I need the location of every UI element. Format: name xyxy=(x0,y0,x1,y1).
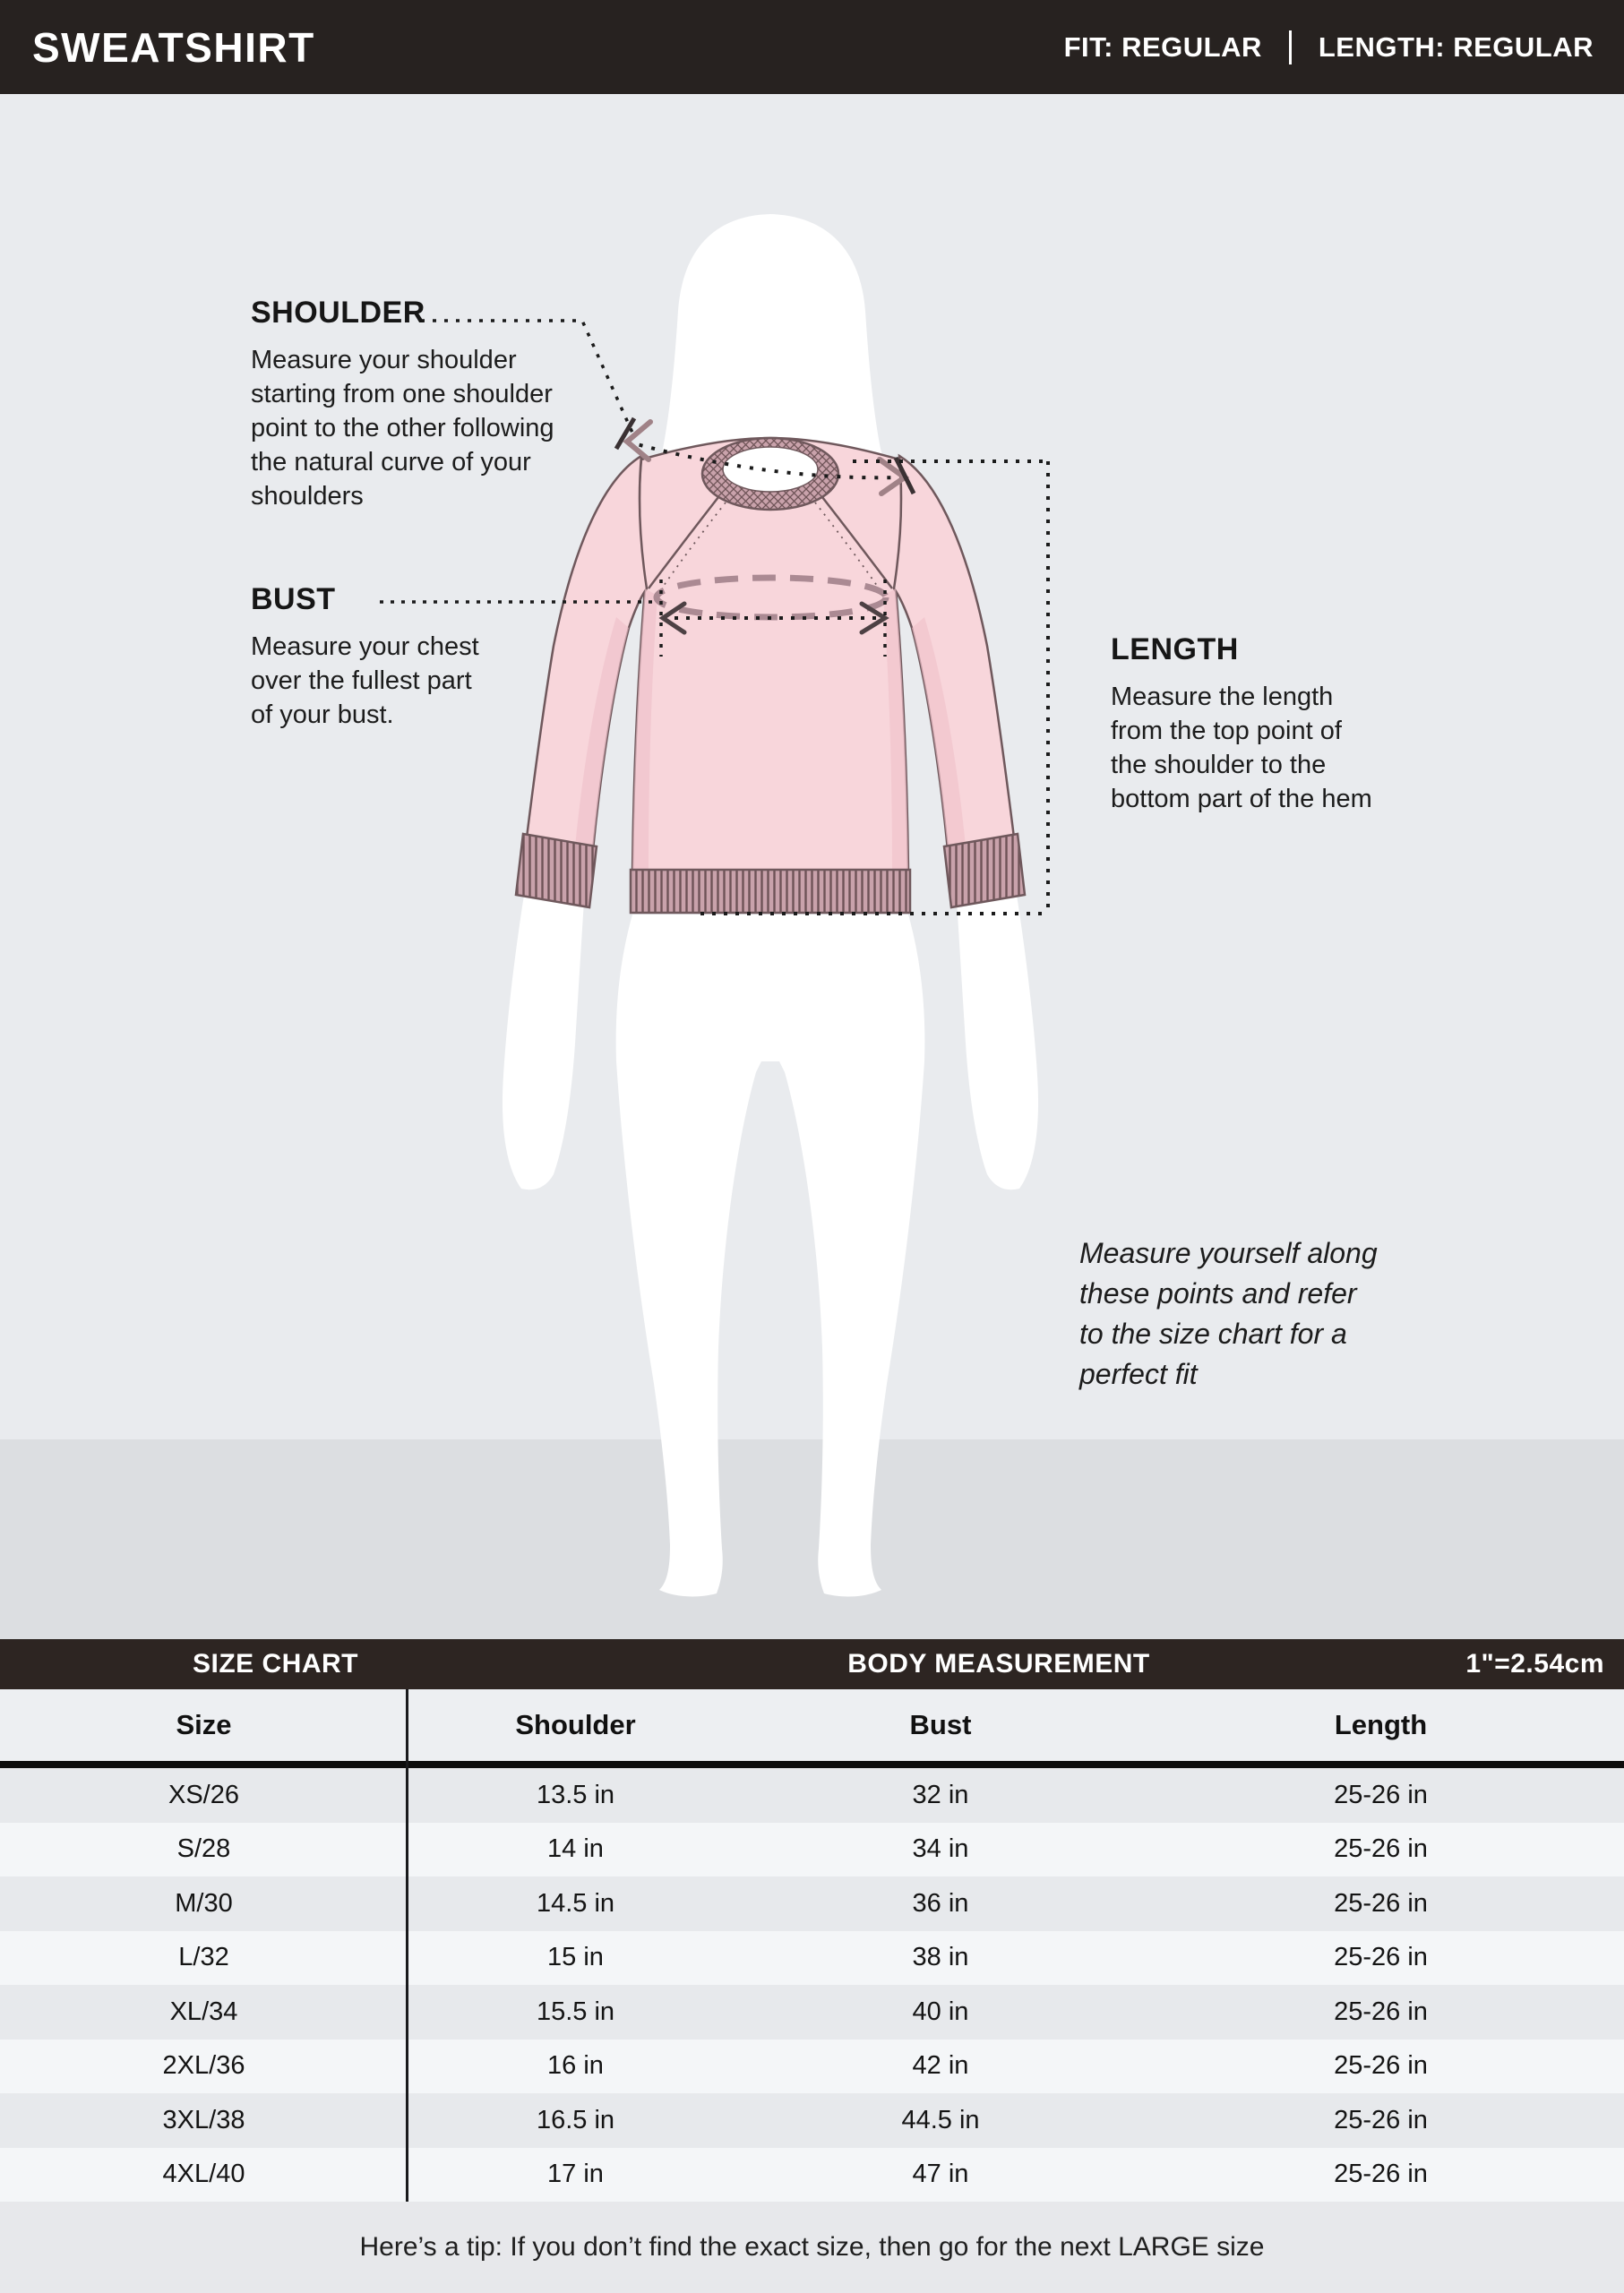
size-column-divider xyxy=(406,1689,408,2202)
header-divider-rule xyxy=(0,1761,1624,1768)
column-header-length: Length xyxy=(1334,1709,1428,1740)
unit-conversion-label: 1"=2.54cm xyxy=(1465,1649,1604,1679)
tip-text: Here’s a tip: If you don’t find the exact size, then go for the next LARGE size xyxy=(359,2232,1265,2262)
measure-note: Measure yourself along these points and refer to the size chart for a perfect fit xyxy=(1079,1237,1378,1390)
collar-inner xyxy=(723,447,818,492)
table-row: 4XL/40 17 in 47 in 25-26 in xyxy=(0,2148,1624,2203)
column-header-size: Size xyxy=(176,1709,232,1740)
hem-band xyxy=(631,870,910,913)
size-chart-header-bar xyxy=(0,1639,1624,1689)
table-row: M/30 14.5 in 36 in 25-26 in xyxy=(0,1876,1624,1931)
bust-title: BUST xyxy=(251,582,336,616)
fit-info xyxy=(1064,30,1624,64)
floor-band xyxy=(0,1439,1624,1639)
table-row: XS/26 13.5 in 32 in 25-26 in xyxy=(0,1768,1624,1823)
table-row: S/28 14 in 34 in 25-26 in xyxy=(0,1823,1624,1877)
length-annotation: LENGTH Measure the length from the top point of the shoulder to the bottom part of the hem xyxy=(1111,632,1487,816)
right-cuff xyxy=(944,834,1025,907)
column-header-shoulder: Shoulder xyxy=(515,1709,636,1740)
left-cuff xyxy=(516,834,597,907)
bust-annotation: BUST Measure your chest over the fullest part of your bust. xyxy=(251,582,627,732)
size-chart-label: SIZE CHART xyxy=(193,1649,358,1679)
table-column-headers xyxy=(0,1689,1624,1761)
shoulder-annotation: SHOULDER Measure your shoulder starting from one shoulder point to the other following the natural curve of your shoulders xyxy=(251,296,663,513)
fit-label: FIT: REGULAR xyxy=(1063,30,1262,63)
body-measurement-label: BODY MEASUREMENT xyxy=(847,1649,1150,1679)
table-row: XL/34 15.5 in 40 in 25-26 in xyxy=(0,1985,1624,2040)
length-label: LENGTH: REGULAR xyxy=(1318,30,1594,63)
size-table xyxy=(0,1768,1624,2202)
figure-illustration xyxy=(0,94,1624,1639)
measurement-diagram xyxy=(0,94,1624,1639)
table-row: 3XL/38 16.5 in 44.5 in 25-26 in xyxy=(0,2093,1624,2148)
shoulder-title: SHOULDER xyxy=(251,296,425,330)
title-bar xyxy=(0,0,1624,94)
page-title: SWEATSHIRT xyxy=(32,23,315,71)
table-row: L/32 15 in 38 in 25-26 in xyxy=(0,1931,1624,1986)
hips xyxy=(616,915,925,1061)
footer-tip xyxy=(0,2202,1624,2293)
separator-bar xyxy=(1289,30,1292,64)
length-title: LENGTH xyxy=(1111,632,1239,666)
column-header-bust: Bust xyxy=(909,1709,972,1740)
table-row: 2XL/36 16 in 42 in 25-26 in xyxy=(0,2040,1624,2094)
